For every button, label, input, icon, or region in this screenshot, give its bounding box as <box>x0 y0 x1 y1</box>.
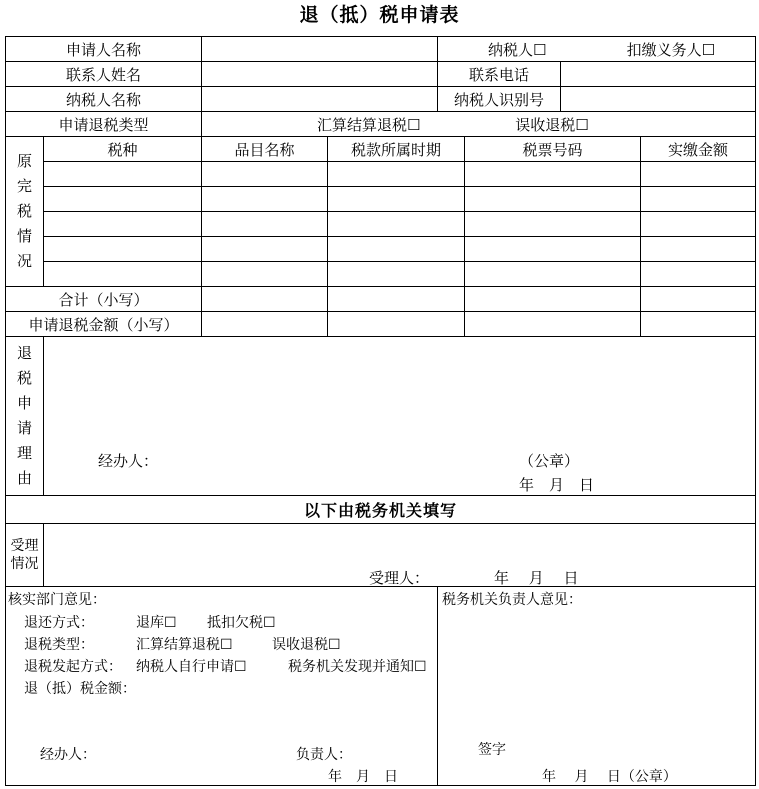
return-offset-checkbox[interactable]: 抵扣欠税☐ <box>207 615 276 631</box>
taxpayer-id-field[interactable] <box>561 87 756 112</box>
reason-side-label: 退 税 申 请 理 由 <box>6 337 44 496</box>
refund-amount-ticket-field[interactable] <box>465 312 641 337</box>
paid-tax-side-label: 原 完 税 情 况 <box>6 137 44 287</box>
refund-type-cell <box>202 112 756 137</box>
return-method-label: 退还方式： <box>24 615 94 631</box>
subtotal-ticket-field[interactable] <box>465 287 641 312</box>
table-row <box>6 237 756 262</box>
initiation-authority-checkbox[interactable]: 税务机关发现并通知☐ <box>288 659 427 675</box>
verify-date-label: 年 月 日 <box>328 769 398 785</box>
header-tax-type: 税种 <box>44 137 202 162</box>
refund-amount-label: 申请退税金额（小写） <box>6 312 202 337</box>
withholder-checkbox[interactable]: 扣缴义务人☐ <box>626 40 716 59</box>
verify-erroneous-checkbox[interactable]: 误收退税☐ <box>272 637 341 653</box>
acceptance-field[interactable] <box>44 524 756 587</box>
leader-opinion-cell[interactable] <box>438 587 756 786</box>
header-tax-period: 税款所属时期 <box>328 137 465 162</box>
initiation-self-checkbox[interactable]: 纳税人自行申请☐ <box>136 659 247 675</box>
acceptor-label: 受理人： <box>369 569 430 587</box>
page-title: 退（抵）税申请表 <box>299 4 460 26</box>
contact-name-field[interactable] <box>202 62 438 87</box>
return-treasury-checkbox[interactable]: 退库☐ <box>136 615 177 631</box>
refund-type-label: 申请退税类型 <box>6 112 202 137</box>
acceptance-label: 受理情况 <box>6 524 44 587</box>
erroneous-refund-checkbox[interactable]: 误收退税☐ <box>515 115 589 134</box>
reason-seal-label: （公章） <box>519 452 580 470</box>
header-ticket-number: 税票号码 <box>465 137 641 162</box>
reason-handler-label: 经办人： <box>98 452 159 470</box>
reason-date-label: 年 月 日 <box>519 476 595 494</box>
verify-type-label: 退税类型： <box>24 637 94 653</box>
applicant-role-cell <box>438 37 756 62</box>
header-item-name: 品目名称 <box>202 137 328 162</box>
initiation-label: 退税发起方式： <box>24 659 122 675</box>
leader-title: 税务机关负责人意见： <box>442 592 583 608</box>
authority-section-title: 以下由税务机关填写 <box>6 496 756 524</box>
subtotal-label: 合计（小写） <box>6 287 202 312</box>
refund-amount-item-field[interactable] <box>202 312 328 337</box>
verify-title: 核实部门意见： <box>8 592 106 608</box>
reason-field[interactable] <box>44 337 756 496</box>
settlement-refund-checkbox[interactable]: 汇算结算退税☐ <box>317 115 421 134</box>
verify-settlement-checkbox[interactable]: 汇算结算退税☐ <box>136 637 233 653</box>
applicant-name-label: 申请人名称 <box>6 37 202 62</box>
table-row <box>6 262 756 287</box>
taxpayer-name-label: 纳税人名称 <box>6 87 202 112</box>
taxpayer-name-field[interactable] <box>202 87 438 112</box>
table-row <box>6 212 756 237</box>
subtotal-item-field[interactable] <box>202 287 328 312</box>
contact-name-label: 联系人姓名 <box>6 62 202 87</box>
applicant-name-field[interactable] <box>202 37 438 62</box>
refund-offset-amount-label: 退（抵）税金额： <box>24 681 136 697</box>
phone-label: 联系电话 <box>438 62 561 87</box>
table-row <box>6 187 756 212</box>
taxpayer-checkbox[interactable]: 纳税人☐ <box>488 40 547 59</box>
refund-application-form <box>5 36 756 786</box>
header-paid-amount: 实缴金额 <box>641 137 756 162</box>
refund-amount-period-field[interactable] <box>328 312 465 337</box>
verify-handler-label: 经办人： <box>40 747 96 763</box>
subtotal-period-field[interactable] <box>328 287 465 312</box>
table-row <box>6 162 756 187</box>
leader-sign-label: 签字 <box>478 742 507 758</box>
taxpayer-id-label: 纳税人识别号 <box>438 87 561 112</box>
acceptor-date: 年 月 日 <box>494 569 579 587</box>
leader-date-label: 年 月 日（公章） <box>542 769 677 785</box>
verify-manager-label: 负责人： <box>296 747 352 763</box>
verify-opinion-cell[interactable] <box>6 587 438 786</box>
subtotal-amount-field[interactable] <box>641 287 756 312</box>
refund-amount-field[interactable] <box>641 312 756 337</box>
phone-field[interactable] <box>561 62 756 87</box>
